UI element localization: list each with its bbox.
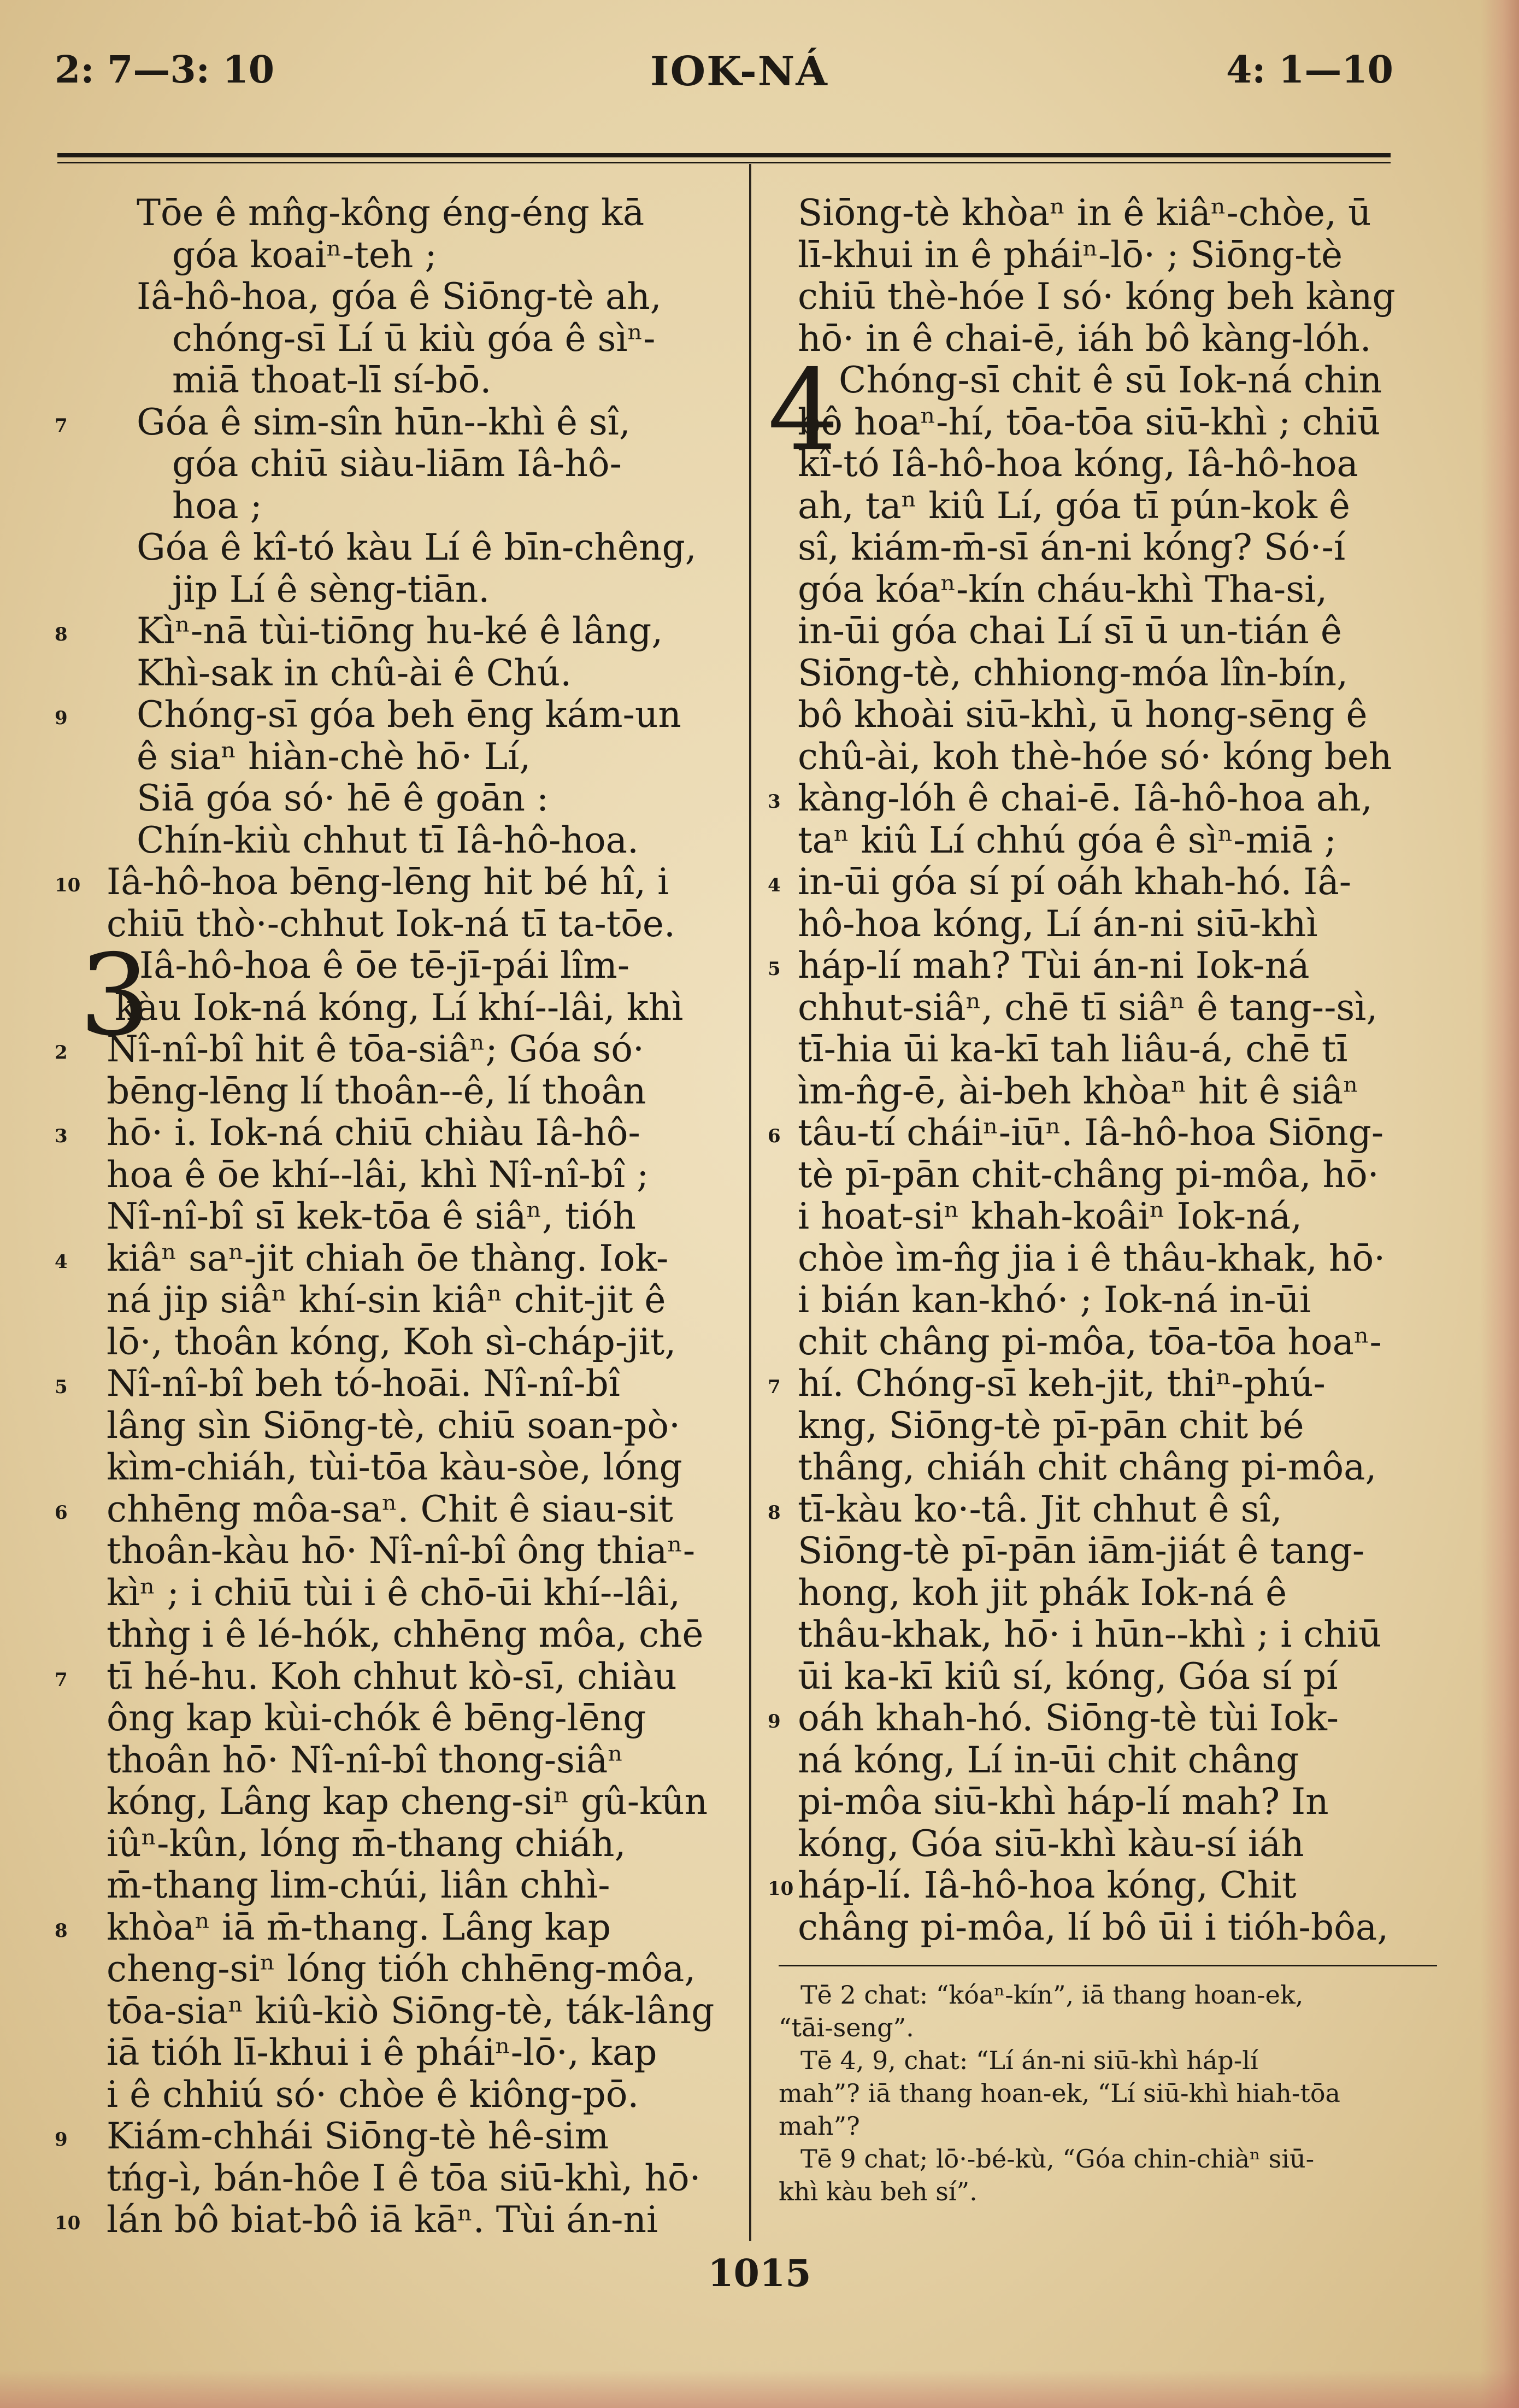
- verse-text: thâu-khak, hō· i hūn--khì ; i chiū: [798, 1613, 1382, 1655]
- verse-number: 10: [768, 1878, 794, 1900]
- text-line: [768, 318, 1440, 360]
- page-number: 1015: [708, 2252, 811, 2295]
- verse-text: sî, kiám-m̄-sī án-ni kóng? Só·-í: [798, 526, 1346, 568]
- verse-text: tī-kàu ko·-tâ. Jit chhut ê sî,: [798, 1488, 1282, 1530]
- verse-text: Góa ê kî-tó kàu Lí ê bīn-chêng,: [137, 526, 697, 568]
- text-line: [768, 694, 1440, 736]
- text-line: [55, 569, 732, 611]
- text-line: [55, 1071, 732, 1113]
- verse-text: i hoat-siⁿ khah-koâiⁿ Iok-ná,: [798, 1195, 1303, 1237]
- verse-number: 3: [768, 791, 781, 813]
- verse-text: Chín-kiù chhut tī Iâ-hô-hoa.: [137, 819, 639, 861]
- text-line: [768, 945, 1440, 987]
- verse-text: kàu Iok-ná kóng, Lí khí--lâi, khì: [115, 986, 684, 1029]
- chapter-number-3: 3: [79, 931, 151, 1061]
- text-line: [768, 1154, 1440, 1196]
- text-line: [55, 527, 732, 569]
- text-line: [55, 1572, 732, 1614]
- verse-text: i bián kan-khó· ; Iok-ná in-ūi: [798, 1279, 1311, 1321]
- text-line: [55, 1990, 732, 2033]
- verse-text: kiâⁿ saⁿ-jit chiah ōe thàng. Iok-: [107, 1237, 669, 1279]
- verse-text: lī-khui in ê pháiⁿ-lō· ; Siōng-tè: [798, 233, 1343, 276]
- verse-text: tī-hia ūi ka-kī tah liâu-á, chē tī: [798, 1028, 1348, 1070]
- text-line: [55, 2116, 732, 2158]
- text-line: [55, 653, 732, 695]
- text-line: [55, 1656, 732, 1698]
- verse-text: Siā góa só· hē ê goān :: [137, 777, 549, 819]
- verse-text: hô-hoa kóng, Lí án-ni siū-khì: [798, 902, 1318, 945]
- text-line: [55, 1112, 732, 1154]
- text-line: [768, 1363, 1440, 1405]
- verse-text: pi-môa siū-khì háp-lí mah? In: [798, 1781, 1329, 1823]
- verse-text: Tōe ê mn̂g-kông éng-éng kā: [137, 192, 645, 234]
- verse-number: 8: [768, 1501, 781, 1524]
- text-line: [768, 1279, 1440, 1322]
- verse-text: Khì-sak in chû-ài ê Chú.: [137, 651, 572, 694]
- verse-text: chòe ìm-n̂g jia i ê thâu-khak, hō·: [798, 1237, 1386, 1279]
- header-book-title: IOK-NÁ: [650, 48, 828, 95]
- verse-text: hō· in ê chai-ē, iáh bô kàng-lóh.: [798, 317, 1371, 360]
- text-line: [768, 736, 1440, 778]
- text-line: [768, 1071, 1440, 1113]
- verse-text: khòaⁿ iā m̄-thang. Lâng kap: [107, 1906, 611, 1948]
- column-divider: [749, 164, 751, 2241]
- verse-text: thoân-kàu hō· Nî-nî-bî ông thiaⁿ-: [107, 1530, 696, 1572]
- verse-number: 7: [768, 1376, 781, 1398]
- verse-text: kìⁿ ; i chiū tùi i ê chō-ūi khí--lâi,: [107, 1571, 681, 1614]
- verse-text: Siōng-tè, chhiong-móa lîn-bín,: [798, 651, 1349, 694]
- text-line: [55, 485, 732, 527]
- verse-text: Chóng-sī góa beh ēng kám-un: [137, 694, 681, 736]
- verse-text: Kìⁿ-nā tùi-tiōng hu-ké ê lâng,: [137, 610, 663, 652]
- text-line: [55, 1196, 732, 1238]
- text-line: [768, 360, 1440, 402]
- text-line: [55, 402, 732, 444]
- text-line: [55, 1948, 732, 1990]
- verse-text: kóng, Lâng kap cheng-siⁿ gû-kûn: [107, 1781, 708, 1823]
- text-line: [55, 1447, 732, 1489]
- text-line: [55, 1489, 732, 1531]
- text-line: [55, 2199, 732, 2241]
- text-line: [768, 610, 1440, 653]
- text-line: [768, 1656, 1440, 1698]
- footnote-line: “tāi-seng”.: [779, 2013, 914, 2042]
- text-line: [55, 1907, 732, 1949]
- verse-number: 8: [55, 1919, 68, 1942]
- verse-text: ông kap kùi-chók ê bēng-lēng: [107, 1697, 646, 1739]
- verse-text: hoa ê ōe khí--lâi, khì Nî-nî-bî ;: [107, 1153, 649, 1196]
- verse-text: chû-ài, koh thè-hóe só· kóng beh: [798, 735, 1392, 778]
- text-line: [768, 1238, 1440, 1280]
- verse-text: tōa-siaⁿ kiû-kiò Siōng-tè, ták-lâng: [107, 1989, 715, 2032]
- verse-number: 7: [55, 1669, 68, 1691]
- text-line: [768, 1781, 1440, 1823]
- text-line: [768, 443, 1440, 485]
- text-line: [768, 1447, 1440, 1489]
- verse-text: hoa ;: [172, 484, 262, 527]
- verse-number: 5: [768, 958, 781, 980]
- verse-text: thoân hō· Nî-nî-bî thong-siâⁿ: [107, 1739, 623, 1781]
- footnote-line: Tē 2 chat: “kóaⁿ-kín”, iā thang hoan-ek,: [800, 1980, 1304, 2010]
- text-line: [55, 1238, 732, 1280]
- verse-text: bô khoài siū-khì, ū hong-sēng ê: [798, 694, 1368, 736]
- text-line: [55, 1279, 732, 1322]
- text-line: [55, 2074, 732, 2116]
- verse-text: Góa ê sim-sîn hūn--khì ê sî,: [137, 401, 631, 443]
- verse-text: m̄-thang lim-chúi, liân chhì-: [107, 1864, 610, 1906]
- page-bottom-stain: [0, 2370, 1519, 2408]
- text-line: [55, 360, 732, 402]
- text-line: [55, 736, 732, 778]
- text-line: [768, 1405, 1440, 1447]
- verse-text: Iâ-hô-hoa bēng-lēng hit bé hî, i: [107, 861, 669, 903]
- text-line: [55, 1740, 732, 1782]
- verse-text: kóng, Góa siū-khì kàu-sí iáh: [798, 1822, 1304, 1865]
- text-line: [55, 2158, 732, 2200]
- text-line: [55, 1698, 732, 1740]
- text-line: [55, 1823, 732, 1865]
- verse-text: ná jip siâⁿ khí-sin kiâⁿ chit-jit ê: [107, 1279, 666, 1321]
- text-line: [768, 987, 1440, 1029]
- footnote-line: Tē 4, 9, chat: “Lí án-ni siū-khì háp-lí: [800, 2046, 1258, 2075]
- text-line: [768, 778, 1440, 820]
- verse-text: kìm-chiáh, tùi-tōa kàu-sòe, lóng: [107, 1446, 682, 1488]
- verse-text: châng pi-môa, lí bô ūi i tióh-bôa,: [798, 1906, 1389, 1948]
- text-line: [768, 1614, 1440, 1656]
- verse-text: kî-tó Iâ-hô-hoa kóng, Iâ-hô-hoa: [798, 443, 1358, 485]
- verse-text: ê siaⁿ hiàn-chè hō· Lí,: [137, 735, 531, 778]
- text-line: [768, 1698, 1440, 1740]
- verse-text: hong, koh jit phák Iok-ná ê: [798, 1571, 1287, 1614]
- verse-text: iā tióh lī-khui i ê pháiⁿ-lō·, kap: [107, 2031, 657, 2074]
- verse-text: Nî-nî-bî hit ê tōa-siâⁿ; Góa só·: [107, 1028, 644, 1070]
- text-line: [55, 276, 732, 318]
- text-line: [768, 1823, 1440, 1865]
- left-column: [55, 192, 732, 2241]
- verse-text: kng, Siōng-tè pī-pān chit bé: [798, 1404, 1304, 1447]
- text-line: [55, 1322, 732, 1364]
- verse-text: jip Lí ê sèng-tiān.: [172, 568, 490, 610]
- text-line: [768, 653, 1440, 695]
- text-line: [55, 903, 732, 945]
- verse-text: bô hoaⁿ-hí, tōa-tōa siū-khì ; chiū: [798, 401, 1381, 443]
- text-line: [55, 443, 732, 485]
- verse-text: oáh khah-hó. Siōng-tè tùi Iok-: [798, 1697, 1339, 1739]
- verse-text: tâu-tí cháiⁿ-iūⁿ. Iâ-hô-hoa Siōng-: [798, 1112, 1384, 1154]
- verse-text: háp-lí. Iâ-hô-hoa kóng, Chit: [798, 1864, 1297, 1906]
- verse-text: góa koaiⁿ-teh ;: [172, 233, 437, 276]
- footnote-line: khì kàu beh sí”.: [779, 2177, 978, 2206]
- text-line: [55, 820, 732, 862]
- verse-text: thâng, chiáh chit châng pi-môa,: [798, 1446, 1377, 1488]
- header-right-reference: 4: 1—10: [1226, 48, 1393, 92]
- text-line: [55, 1405, 732, 1447]
- text-line: [768, 485, 1440, 527]
- text-line: [55, 1530, 732, 1572]
- verse-number: 5: [55, 1376, 68, 1398]
- text-line: [768, 192, 1440, 234]
- verse-text: cheng-siⁿ lóng tióh chhēng-môa,: [107, 1948, 696, 1990]
- verse-number: 6: [55, 1501, 68, 1524]
- text-line: [55, 1781, 732, 1823]
- verse-text: taⁿ kiû Lí chhú góa ê sìⁿ-miā ;: [798, 819, 1337, 861]
- verse-number: 10: [55, 2212, 81, 2234]
- verse-text: in-ūi góa sí pí oáh khah-hó. Iâ-: [798, 861, 1352, 903]
- header-rule-thick: [57, 153, 1391, 157]
- verse-text: Nî-nî-bî beh tó-hoāi. Nî-nî-bî: [107, 1362, 620, 1405]
- text-line: [55, 192, 732, 234]
- text-line: [768, 1907, 1440, 1949]
- text-line: [768, 820, 1440, 862]
- text-line: [768, 569, 1440, 611]
- text-line: [55, 861, 732, 903]
- text-line: [768, 861, 1440, 903]
- verse-text: háp-lí mah? Tùi án-ni Iok-ná: [798, 944, 1310, 986]
- verse-text: lâng sìn Siōng-tè, chiū soan-pò·: [107, 1404, 681, 1447]
- footnote-line: Tē 9 chat; lō·-bé-kù, “Góa chin-chiàⁿ siū-: [800, 2144, 1315, 2174]
- header-left-reference: 2: 7—3: 10: [55, 48, 275, 92]
- verse-number: 8: [55, 624, 68, 645]
- footnote-line: mah”? iā thang hoan-ek, “Lí siū-khì hiah-tōa: [779, 2078, 1340, 2108]
- text-line: [768, 234, 1440, 277]
- verse-text: lō·, thoân kóng, Koh sì-cháp-jit,: [107, 1320, 676, 1363]
- verse-text: Nî-nî-bî sī kek-tōa ê siâⁿ, tióh: [107, 1195, 636, 1237]
- text-line: [768, 1740, 1440, 1782]
- text-line: [768, 1572, 1440, 1614]
- verse-text: góa kóaⁿ-kín cháu-khì Tha-si,: [798, 568, 1328, 610]
- text-line: [55, 694, 732, 736]
- page-edge-stain: [1481, 0, 1519, 2408]
- verse-number: 2: [55, 1042, 68, 1064]
- verse-text: Siōng-tè khòaⁿ in ê kiâⁿ-chòe, ū: [798, 192, 1371, 234]
- text-line: [768, 1865, 1440, 1907]
- chapter-number-4: 4: [768, 346, 839, 476]
- verse-number: 3: [55, 1125, 68, 1147]
- verse-text: hí. Chóng-sī keh-jit, thiⁿ-phú-: [798, 1362, 1326, 1405]
- verse-text: Iâ-hô-hoa ê ōe tē-jī-pái lîm-: [139, 944, 630, 986]
- verse-text: lán bô biat-bô iā kāⁿ. Tùi án-ni: [107, 2199, 658, 2241]
- verse-number: 9: [768, 1711, 781, 1732]
- text-line: [55, 987, 732, 1029]
- text-line: [768, 402, 1440, 444]
- verse-text: miā thoat-lī sí-bō.: [172, 359, 492, 401]
- verse-text: chóng-sī Lí ū kiù góa ê sìⁿ-: [172, 317, 656, 360]
- verse-number: 9: [55, 2129, 68, 2151]
- text-line: [768, 1489, 1440, 1531]
- verse-text: góa chiū siàu-liām Iâ-hô-: [172, 443, 622, 485]
- text-line: [768, 1112, 1440, 1154]
- text-line: [768, 1029, 1440, 1071]
- verse-text: bēng-lēng lí thoân--ê, lí thoân: [107, 1070, 646, 1112]
- text-line: [55, 1029, 732, 1071]
- verse-text: chiū thò·-chhut Iok-ná tī ta-tōe.: [107, 902, 675, 945]
- verse-text: i ê chhiú só· chòe ê kiông-pō.: [107, 2073, 639, 2116]
- verse-text: Chóng-sī chit ê sū Iok-ná chin: [839, 359, 1382, 401]
- text-line: [768, 276, 1440, 318]
- text-line: [768, 1530, 1440, 1572]
- verse-number: 4: [768, 874, 781, 896]
- verse-number: 10: [55, 874, 81, 896]
- verse-text: chiū thè-hóe I só· kóng beh kàng: [798, 275, 1396, 318]
- verse-text: tè pī-pān chit-châng pi-môa, hō·: [798, 1153, 1379, 1196]
- verse-number: 4: [55, 1250, 68, 1273]
- verse-text: ná kóng, Lí in-ūi chit châng: [798, 1739, 1299, 1781]
- footnote-line: mah”?: [779, 2111, 860, 2141]
- footnote-rule: [779, 1965, 1437, 1966]
- verse-text: iûⁿ-kûn, lóng m̄-thang chiáh,: [107, 1822, 626, 1865]
- footnotes: [779, 1978, 1440, 2208]
- verse-text: thǹg i ê lé-hók, chhēng môa, chē: [107, 1613, 704, 1655]
- text-line: [55, 318, 732, 360]
- verse-text: tī hé-hu. Koh chhut kò-sī, chiàu: [107, 1655, 677, 1698]
- text-line: [55, 234, 732, 277]
- text-line: [55, 1614, 732, 1656]
- verse-text: ūi ka-kī kiû sí, kóng, Góa sí pí: [798, 1655, 1338, 1698]
- header-rule-thin: [57, 162, 1391, 163]
- text-line: [768, 527, 1440, 569]
- text-line: [768, 903, 1440, 945]
- running-header: [55, 48, 1393, 108]
- verse-text: tńg-ì, bán-hôe I ê tōa siū-khì, hō·: [107, 2157, 701, 2199]
- text-line: [55, 1865, 732, 1907]
- text-line: [55, 2032, 732, 2074]
- verse-number: 7: [55, 414, 68, 437]
- verse-text: chit châng pi-môa, tōa-tōa hoaⁿ-: [798, 1320, 1382, 1363]
- text-line: [55, 945, 732, 987]
- verse-text: Siōng-tè pī-pān iām-jiát ê tang-: [798, 1530, 1365, 1572]
- text-line: [55, 1154, 732, 1196]
- verse-text: hō· i. Iok-ná chiū chiàu Iâ-hô-: [107, 1112, 640, 1154]
- verse-text: Iâ-hô-hoa, góa ê Siōng-tè ah,: [137, 275, 662, 318]
- text-line: [768, 1196, 1440, 1238]
- right-column: [768, 192, 1440, 1948]
- verse-text: Kiám-chhái Siōng-tè hê-sim: [107, 2115, 609, 2157]
- text-line: [55, 778, 732, 820]
- verse-number: 9: [55, 707, 68, 729]
- text-line: [768, 1322, 1440, 1364]
- verse-text: ìm-n̂g-ē, ài-beh khòaⁿ hit ê siâⁿ: [798, 1070, 1359, 1112]
- verse-text: in-ūi góa chai Lí sī ū un-tián ê: [798, 610, 1342, 652]
- verse-text: chhut-siâⁿ, chē tī siâⁿ ê tang--sì,: [798, 986, 1378, 1029]
- text-line: [55, 1363, 732, 1405]
- text-line: [55, 610, 732, 653]
- verse-text: kàng-lóh ê chai-ē. Iâ-hô-hoa ah,: [798, 777, 1373, 819]
- verse-number: 6: [768, 1125, 781, 1147]
- verse-text: chhēng môa-saⁿ. Chit ê siau-sit: [107, 1488, 673, 1530]
- verse-text: ah, taⁿ kiû Lí, góa tī pún-kok ê: [798, 484, 1350, 527]
